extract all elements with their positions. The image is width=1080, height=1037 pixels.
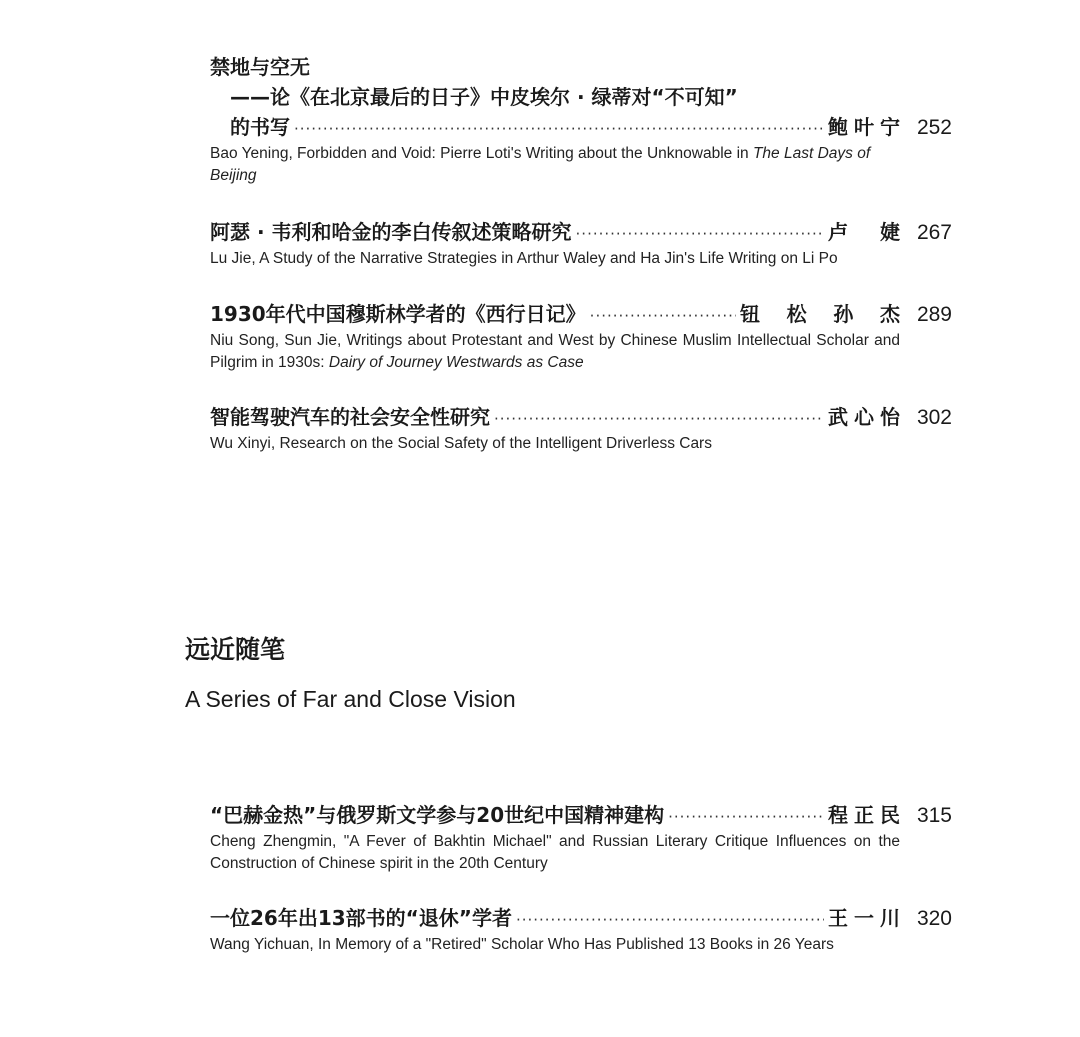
entry-title: 1930年代中国穆斯林学者的《西行日记》 bbox=[210, 302, 586, 326]
entry-title-row bbox=[210, 299, 952, 329]
entry-page-number: 289 bbox=[916, 303, 952, 326]
toc-entry-lujie[interactable] bbox=[210, 217, 952, 270]
entry-title-row bbox=[210, 800, 952, 830]
entry-page-number: 302 bbox=[916, 406, 952, 429]
entry-author: 钮松孙杰 bbox=[740, 302, 900, 326]
section-title-chinese: 远近随笔 bbox=[185, 635, 286, 664]
entry-author: 程正民 bbox=[828, 803, 900, 827]
entry-author: 卢婕 bbox=[828, 220, 900, 244]
entry-title: “巴赫金热”与俄罗斯文学参与20世纪中国精神建构 bbox=[210, 803, 665, 827]
entry-title-row bbox=[210, 903, 952, 933]
toc-entry-wangyichuan[interactable] bbox=[210, 903, 952, 956]
english-title-text: Bao Yening, Forbidden and Void: Pierre Loti's Writing about the Unknowable in bbox=[210, 145, 753, 162]
entry-author: 武心怡 bbox=[828, 405, 900, 429]
entry-page-number: 267 bbox=[916, 221, 952, 244]
entry-title-row bbox=[210, 217, 952, 247]
entry-subtitle-line: ——论《在北京最后的日子》中皮埃尔 · 绿蒂对“不可知” bbox=[230, 85, 738, 109]
entry-page-number: 252 bbox=[916, 116, 952, 139]
toc-entry-chengzhengmin[interactable] bbox=[210, 800, 952, 875]
toc-entry-baoyening[interactable] bbox=[210, 52, 952, 187]
entry-english-title bbox=[210, 330, 900, 374]
english-title-text: Wang Yichuan, In Memory of a "Retired" Scholar Who Has Published 13 Books in 26 Years bbox=[210, 936, 834, 953]
toc-entry-niusong[interactable] bbox=[210, 299, 952, 374]
entry-english-title bbox=[210, 143, 900, 187]
english-title-italic: The Last Days of Beijing bbox=[210, 145, 871, 184]
entry-english-title bbox=[210, 831, 900, 875]
entry-title: 智能驾驶汽车的社会安全性研究 bbox=[210, 405, 490, 429]
entry-title-continued: 的书写 bbox=[230, 115, 290, 139]
section-title-english: A Series of Far and Close Vision bbox=[185, 686, 516, 712]
dot-leader bbox=[590, 301, 736, 331]
entry-title-row bbox=[210, 112, 952, 142]
english-title-italic: Dairy of Journey Westwards as Case bbox=[328, 354, 584, 371]
entry-page-number: 315 bbox=[916, 804, 952, 827]
entry-english-title bbox=[210, 934, 900, 956]
entry-title-line: 禁地与空无 bbox=[210, 55, 310, 79]
english-title-text: Lu Jie, A Study of the Narrative Strategies in Arthur Waley and Ha Jin's Life Writing on Li Po bbox=[210, 250, 838, 267]
dot-leader bbox=[576, 219, 824, 249]
english-title-text: Niu Song, Sun Jie, Writings about Protestant and West by Chinese Muslim Intellectual Scholar and Pilgrim in 1930s: bbox=[210, 332, 900, 371]
entry-title: 阿瑟 · 韦利和哈金的李白传叙述策略研究 bbox=[210, 220, 572, 244]
entry-author: 王一川 bbox=[828, 906, 900, 930]
entry-english-title bbox=[210, 433, 900, 455]
dot-leader bbox=[294, 114, 824, 144]
dot-leader bbox=[494, 404, 824, 434]
english-title-text: Wu Xinyi, Research on the Social Safety of the Intelligent Driverless Cars bbox=[210, 435, 712, 452]
entry-title: 一位26年出13部书的“退休”学者 bbox=[210, 906, 512, 930]
toc-entry-wuxinyi[interactable] bbox=[210, 402, 952, 455]
entry-title-row bbox=[210, 402, 952, 432]
entry-english-title bbox=[210, 248, 910, 270]
entry-page-number: 320 bbox=[916, 907, 952, 930]
dot-leader bbox=[668, 802, 824, 832]
english-title-text: Cheng Zhengmin, "A Fever of Bakhtin Michael" and Russian Literary Critique Influences on the Construction of Chinese spirit in the 20th Century bbox=[210, 833, 900, 872]
dot-leader bbox=[516, 905, 824, 935]
entry-author: 鲍叶宁 bbox=[828, 115, 900, 139]
